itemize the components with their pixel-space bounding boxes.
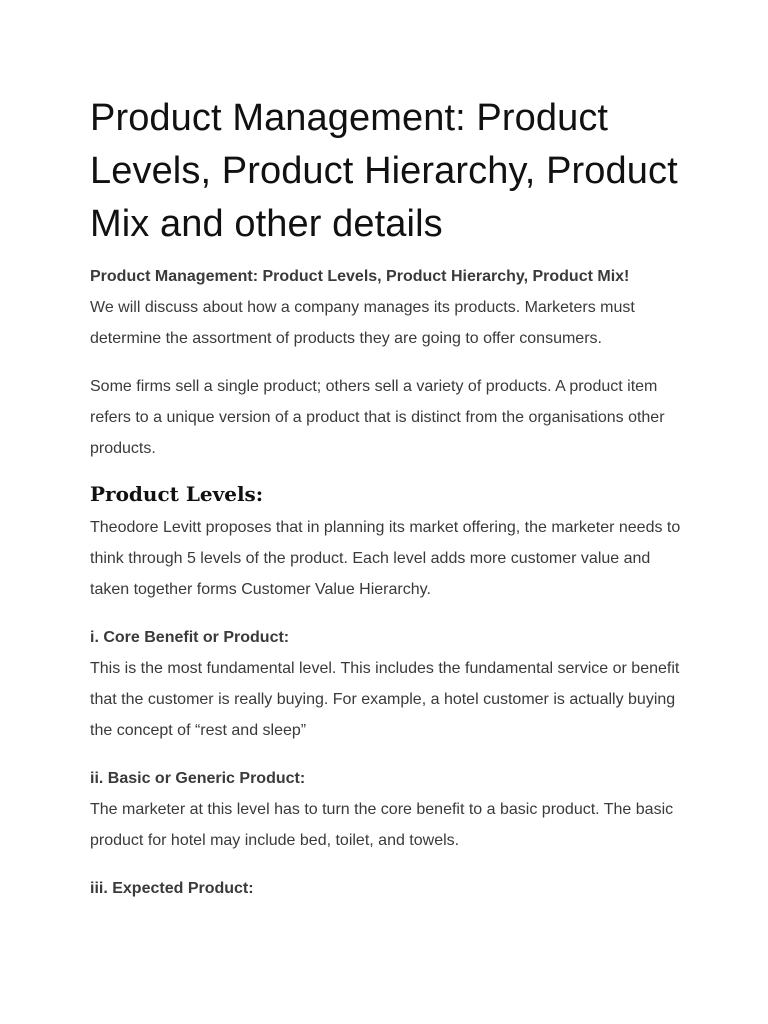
intro-text: We will discuss about how a company manages its products. Marketers must determine the assortment of products they are going to offer consumers. xyxy=(90,299,635,347)
basic-product-text: The marketer at this level has to turn the core benefit to a basic product. The basic product for hotel may include bed, toilet, and towels. xyxy=(90,801,674,849)
product-levels-heading: Product Levels: xyxy=(90,482,264,506)
core-benefit-heading: i. Core Benefit or Product: xyxy=(90,629,290,646)
product-levels-text: Theodore Levitt proposes that in planning its market offering, the marketer needs to think through 5 levels of the product. Each level adds more customer value and taken together forms Customer Value Hierarchy. xyxy=(90,519,681,598)
firms-paragraph: Some firms sell a single product; others sell a variety of products. A product item refers to a unique version of a product that is distinct from the organisations other products. xyxy=(90,378,665,457)
intro-lead: Product Management: Product Levels, Product Hierarchy, Product Mix! xyxy=(90,268,630,285)
expected-product-heading: iii. Expected Product: xyxy=(90,880,254,897)
document-page xyxy=(90,92,690,904)
core-benefit-text: This is the most fundamental level. This includes the fundamental service or benefit that the customer is really buying. For example, a hotel customer is actually buying the concept of “rest and sleep” xyxy=(90,660,680,739)
intro-paragraph xyxy=(90,261,690,354)
page-title: Product Management: Product Levels, Product Hierarchy, Product Mix and other details xyxy=(90,97,678,245)
basic-product-heading: ii. Basic or Generic Product: xyxy=(90,770,306,787)
